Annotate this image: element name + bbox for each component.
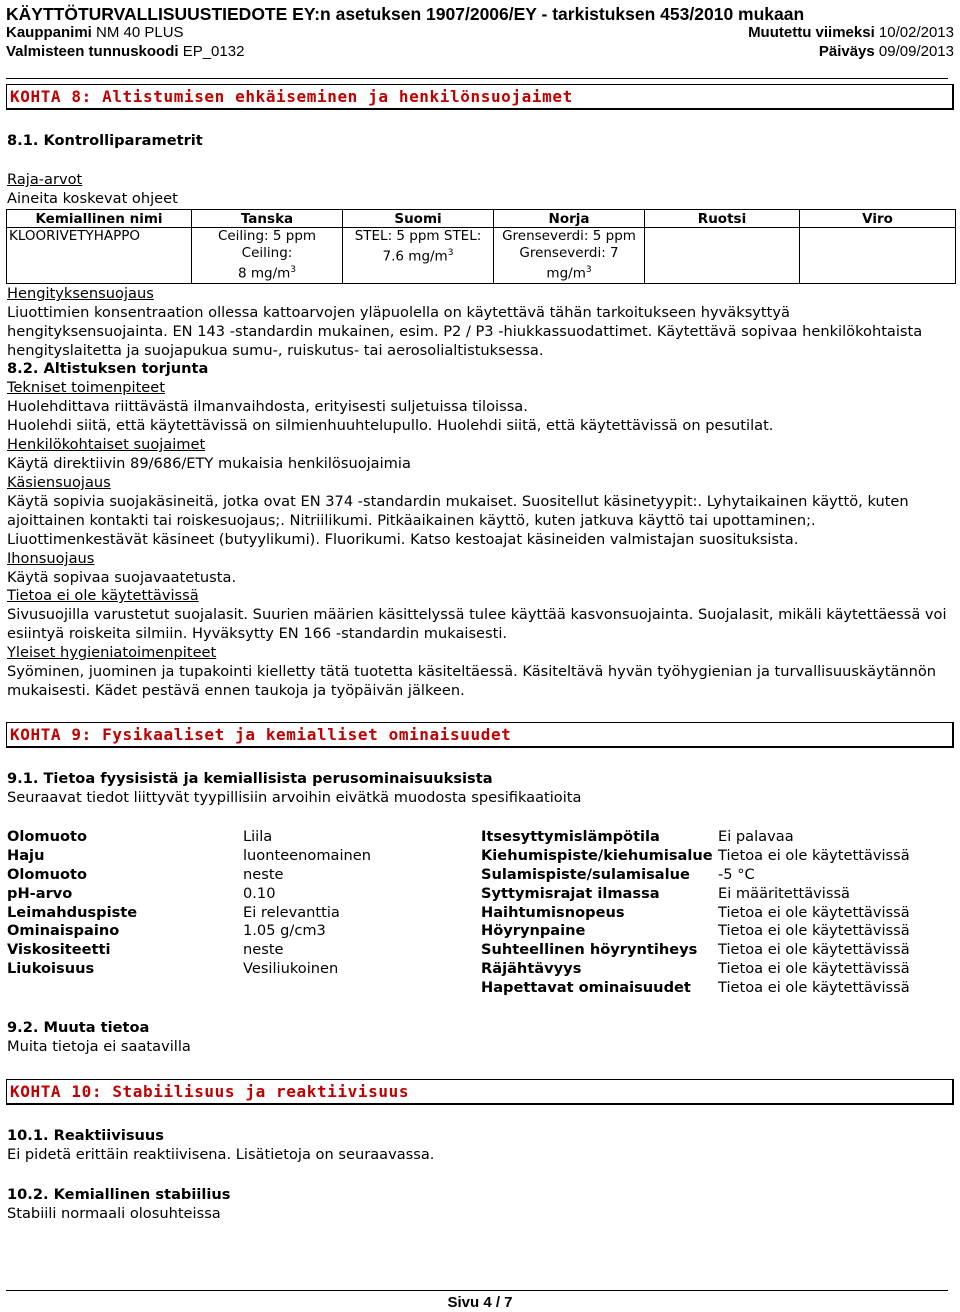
property-value: luonteenomainen <box>243 846 372 864</box>
property-label: Viskositeetti <box>7 941 111 959</box>
property-label: Hapettavat ominaisuudet <box>481 979 691 997</box>
subsection-8-1: 8.1. Kontrolliparametrit <box>7 132 203 149</box>
footer-divider <box>6 1290 948 1291</box>
subsection-10-1-text: Ei pidetä erittäin reaktiivisena. Lisätietoja on seuraavassa. <box>7 1146 435 1163</box>
section-8-title: KOHTA 8: Altistumisen ehkäiseminen ja henkilönsuojaimet <box>10 87 573 106</box>
col-ruotsi: Ruotsi <box>645 210 800 228</box>
technical-text-1: Huolehdittava riittävästä ilmanvaihdosta, erityisesti suljetuissa tiloissa. <box>7 398 528 415</box>
ppe-heading: Henkilökohtaiset suojaimet <box>7 436 206 453</box>
trade-name-value: NM 40 PLUS <box>96 24 184 41</box>
property-value: 0.10 <box>243 884 276 902</box>
property-label: Olomuoto <box>7 865 88 883</box>
exposure-limits-table <box>6 209 956 284</box>
subsection-9-1: 9.1. Tietoa fyysisistä ja kemiallisista perusominaisuuksista <box>7 770 493 787</box>
cell-norja-line1: Grenseverdi: 5 ppm <box>502 228 636 244</box>
document-title: KÄYTTÖTURVALLISUUSTIEDOTE EY:n asetuksen 1907/2006/EY - tarkistuksen 453/2010 mukaan <box>6 4 805 24</box>
property-label: Suhteellinen höyryntiheys <box>481 941 698 959</box>
limits-subheading: Aineita koskevat ohjeet <box>7 190 178 207</box>
property-value: Tietoa ei ole käytettävissä <box>718 960 910 978</box>
issue-date <box>819 43 954 60</box>
property-value: -5 °C <box>718 865 755 883</box>
trade-name <box>6 24 184 41</box>
property-value: Tietoa ei ole käytettävissä <box>718 941 910 959</box>
hygiene-text: Syöminen, juominen ja tupakointi kielletty tätä tuotetta käsiteltäessä. Käsiteltävä hyvän työhygienian ja turvallisuuskäytännön mukaisesti. Kädet pestävä ennen taukoja ja työpäivän jälkeen. <box>7 663 937 699</box>
subsection-10-1: 10.1. Reaktiivisuus <box>7 1127 164 1144</box>
subsection-10-2: 10.2. Kemiallinen stabiilius <box>7 1186 231 1203</box>
issue-date-value: 09/09/2013 <box>878 43 954 60</box>
property-label: Olomuoto <box>7 828 88 845</box>
property-value: neste <box>243 941 284 959</box>
technical-text-2: Huolehdi siitä, että käytettävissä on silmienhuuhtelupullo. Huolehdi siitä, että käytettävissä on pesutilat. <box>7 417 774 434</box>
right-property-values <box>718 828 910 998</box>
last-changed <box>748 24 954 41</box>
property-value: Tietoa ei ole käytettävissä <box>718 903 910 921</box>
property-label: Haihtumisnopeus <box>481 903 625 921</box>
limits-heading: Raja-arvot <box>7 171 83 188</box>
cell-suomi-line2: 7.6 $mg/m^3$ <box>382 248 454 265</box>
hand-heading: Käsiensuojaus <box>7 474 111 491</box>
technical-heading: Tekniset toimenpiteet <box>7 379 165 396</box>
subsection-10-2-text: Stabiili normaali olosuhteissa <box>7 1205 221 1222</box>
section-8-header <box>6 84 954 110</box>
property-label: pH-arvo <box>7 884 73 902</box>
property-value: 1.05 g/cm3 <box>243 922 326 940</box>
product-code-value: EP_0132 <box>182 43 245 60</box>
skin-heading: Ihonsuojaus <box>7 550 95 567</box>
cell-tanska-line2: 8 $mg/m^3$ <box>237 265 297 282</box>
property-label: Räjähtävyys <box>481 960 582 978</box>
eye-text: Sivusuojilla varustetut suojalasit. Suurien määrien käsittelyssä tulee käyttää kasvonsuojainta. Suojalasit, mikäli käytettäessä voi esiintyä roiskeita silmiin. Hyväksytty EN 166 -standardin mukaisesti. <box>7 606 947 642</box>
property-value: Vesiliukoinen <box>243 960 339 978</box>
last-changed-value: 10/02/2013 <box>878 24 954 41</box>
property-value: Ei palavaa <box>718 828 794 845</box>
property-value: Tietoa ei ole käytettävissä <box>718 979 910 997</box>
right-property-labels <box>481 828 713 998</box>
property-label: Ominaispaino <box>7 922 120 940</box>
cell-suomi-line1: STEL: 5 ppm STEL: <box>354 228 482 244</box>
issue-date-label: Päiväys <box>818 43 875 60</box>
page-number: Sivu 4 / 7 <box>447 1294 513 1311</box>
table-row <box>7 228 956 284</box>
header-divider <box>6 78 948 79</box>
product-code-label: Valmisteen tunnuskoodi <box>6 43 179 60</box>
property-value: Ei relevanttia <box>243 903 340 921</box>
last-changed-label: Muutettu viimeksi <box>748 24 875 41</box>
subsection-9-2-text: Muita tietoja ei saatavilla <box>7 1038 191 1055</box>
property-label: Syttymisrajat ilmassa <box>481 884 660 902</box>
cell-suomi <box>343 228 494 284</box>
respiratory-heading: Hengityksensuojaus <box>7 285 154 302</box>
property-value: Tietoa ei ole käytettävissä <box>718 846 910 864</box>
respiratory-text: Liuottimien konsentraation ollessa kattoarvojen yläpuolella on käytettävä tähän tarkoitukseen hyväksyttyä hengityksensuojainta. EN 143 -standardin mukainen, esim. P2 / P3 -hiukkassuodattimet. Käytettävä sopivaa henkilökohtaista hengityslaitetta ja suojapukua sumu-, ruiskutus- tai aerosolialtistuksessa. <box>7 304 923 359</box>
eye-heading: Tietoa ei ole käytettävissä <box>7 587 199 604</box>
property-value: Liila <box>243 828 273 845</box>
cell-norja-line2: Grenseverdi: 7 $mg/m^3$ <box>519 245 619 282</box>
property-label: Liukoisuus <box>7 960 95 978</box>
col-suomi: Suomi <box>343 210 494 228</box>
section-10-title: KOHTA 10: Stabiilisuus ja reaktiivisuus <box>10 1082 410 1101</box>
hygiene-heading: Yleiset hygieniatoimenpiteet <box>7 644 217 661</box>
hand-text: Käytä sopivia suojakäsineitä, jotka ovat EN 374 -standardin mukaiset. Suositellut käsinetyypit:. Lyhytaikainen käyttö, kuten ajoittainen kontakti tai roiskesuojaus;. Nitriilikumi. Pitkäaikainen käyttö, kuten jatkuva käyttö tai upottaminen;. Liuottimenkestävät käsineet (butyylikumi). Fluorikumi. Katso kestoajat käsineiden valmistajan suosituksista. <box>7 493 909 548</box>
property-label: Haju <box>7 846 45 864</box>
col-norja: Norja <box>494 210 645 228</box>
cell-chemical-name: KLOORIVETYHAPPO <box>7 228 192 284</box>
section-9-title: KOHTA 9: Fysikaaliset ja kemialliset ominaisuudet <box>10 725 512 744</box>
section-9-header <box>6 722 954 748</box>
property-label: Leimahduspiste <box>7 903 138 921</box>
property-value: neste <box>243 865 284 883</box>
skin-text: Käytä sopivaa suojavaatetusta. <box>7 569 237 586</box>
property-label: Kiehumispiste/kiehumisalue <box>481 846 713 864</box>
cell-viro <box>800 228 956 284</box>
trade-name-label: Kauppanimi <box>6 24 92 41</box>
cell-ruotsi <box>645 228 800 284</box>
section-10-header <box>6 1079 954 1105</box>
property-label: Itsesyttymislämpötila <box>481 828 660 845</box>
cell-norja <box>494 228 645 284</box>
ppe-text: Käytä direktiivin 89/686/ETY mukaisia henkilösuojaimia <box>7 455 411 472</box>
table-header-row <box>7 210 956 228</box>
subsection-9-1-text: Seuraavat tiedot liittyvät tyypillisiin arvoihin eivätkä muodosta spesifikaatioita <box>7 789 582 806</box>
subsection-9-2: 9.2. Muuta tietoa <box>7 1019 150 1036</box>
property-value: Ei määritettävissä <box>718 884 850 902</box>
property-label: Höyrynpaine <box>481 922 586 940</box>
product-code <box>6 43 244 60</box>
col-chemical-name: Kemiallinen nimi <box>7 210 192 228</box>
property-value: Tietoa ei ole käytettävissä <box>718 922 910 940</box>
left-property-labels <box>7 828 137 979</box>
property-label: Sulamispiste/sulamisalue <box>481 865 690 883</box>
cell-tanska <box>192 228 343 284</box>
col-tanska: Tanska <box>192 210 343 228</box>
col-viro: Viro <box>800 210 956 228</box>
subsection-8-2: 8.2. Altistuksen torjunta <box>7 360 209 377</box>
cell-tanska-line1: Ceiling: 5 ppm Ceiling: <box>217 228 317 261</box>
left-property-values <box>243 828 371 979</box>
